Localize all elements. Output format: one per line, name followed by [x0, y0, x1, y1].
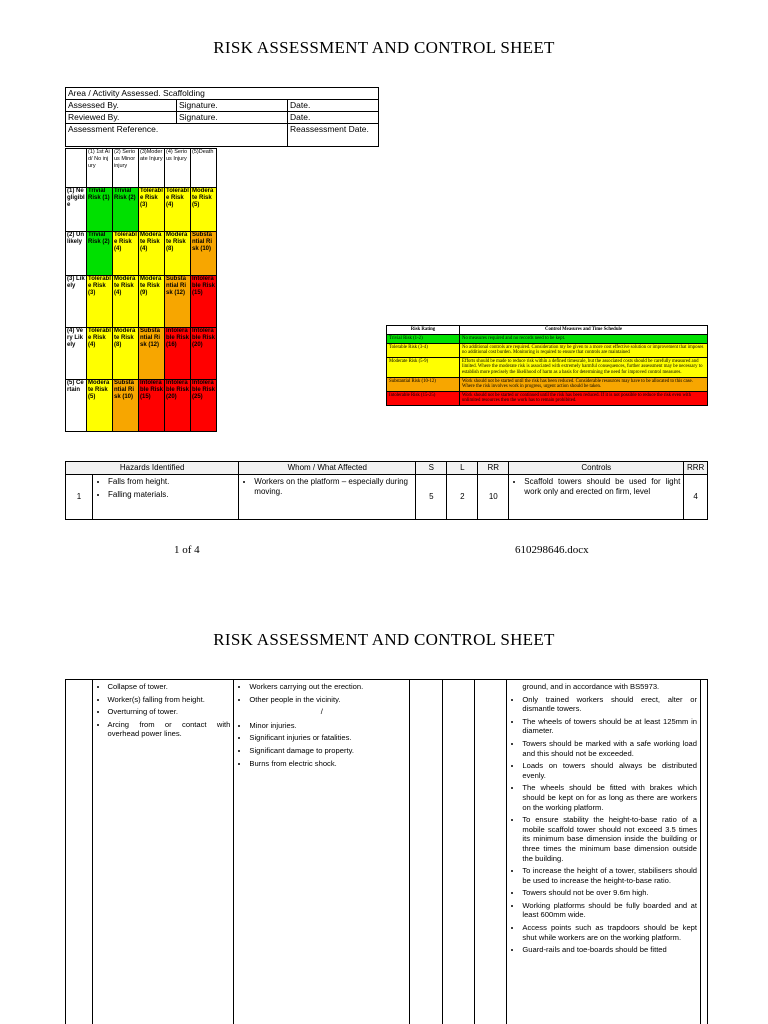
likelihood-value: 2 — [447, 475, 478, 520]
matrix-cell: Tolerable Risk (3) — [87, 276, 113, 328]
list-item: • Overturning of tower. — [108, 707, 231, 717]
matrix-cell: Trivial Risk (2) — [87, 232, 113, 276]
matrix-cell: Intolerable Risk (15) — [191, 276, 217, 328]
controls-continued-text: ground, and in accordance with BS5973. — [522, 682, 660, 691]
matrix-cell: Tolerable Risk (3) — [139, 188, 165, 232]
list-item: • Access points such as trapdoors should be kept shut while workers are on the working platform. — [522, 923, 697, 942]
likelihood-label: (1) Negligible — [66, 188, 87, 232]
severity-header: (4) Serious Injury — [165, 149, 191, 188]
assessment-reference-field: Assessment Reference. — [66, 124, 288, 147]
table-row — [66, 680, 708, 1024]
matrix-cell: Substantial Risk (10) — [191, 232, 217, 276]
legend-row — [387, 335, 708, 344]
list-item: • Workers carrying out the erection. — [249, 682, 406, 692]
matrix-cell: Intolerable Risk (15) — [139, 380, 165, 432]
likelihood-label: (4) Very Likely — [66, 328, 87, 380]
risk-rating-header: RR — [478, 462, 509, 475]
matrix-cell: Intolerable Risk (20) — [165, 380, 191, 432]
severity-col-header: S — [416, 462, 447, 475]
list-item: • Only trained workers should erect, alter or dismantle towers. — [522, 695, 697, 714]
list-item: • Working platforms should be fully boarded and at least 600mm wide. — [522, 901, 697, 920]
legend-rating: Trivial Risk (1-2) — [387, 335, 460, 344]
matrix-cell: Substantial Risk (12) — [139, 328, 165, 380]
slash-mark: / — [320, 707, 323, 717]
reviewed-by-field: Reviewed By. — [66, 112, 177, 124]
legend-rating: Moderate Risk (5-9) — [387, 357, 460, 377]
list-item: • The wheels of towers should be at least 125mm in diameter. — [522, 717, 697, 736]
risk-rating-value: 10 — [478, 475, 509, 520]
matrix-cell: Moderate Risk (9) — [139, 276, 165, 328]
matrix-cell: Moderate Risk (8) — [165, 232, 191, 276]
matrix-cell: Tolerable Risk (4) — [87, 328, 113, 380]
list-item: • Workers on the platform – especially during moving. — [254, 477, 412, 497]
list-item: • Other people in the vicinity. — [249, 695, 406, 705]
list-item: • Significant damage to property. — [249, 746, 406, 756]
matrix-cell: Moderate Risk (4) — [113, 276, 139, 328]
reassessment-date-field: Reassessment Date. — [288, 124, 379, 147]
legend-header-controls: Control Measures and Time Schedule — [460, 326, 708, 335]
likelihood-label: (2) Unlikely — [66, 232, 87, 276]
residual-risk-header: RRR — [684, 462, 708, 475]
matrix-cell: Moderate Risk (5) — [191, 188, 217, 232]
list-item: • Guard-rails and toe-boards should be fitted — [522, 945, 697, 955]
list-item: • Collapse of tower. — [108, 682, 231, 692]
table-row — [66, 475, 708, 520]
page-title: RISK ASSESSMENT AND CONTROL SHEET — [213, 38, 555, 57]
legend-rating: Intolerable Risk (15-25) — [387, 391, 460, 405]
legend-text: Work should not be started until the risk has been reduced. Considerable resources may have to be allocated to this case. Where the risk involves work in progress, urgent action should be taken. — [460, 377, 708, 391]
matrix-cell: Trivial Risk (2) — [113, 188, 139, 232]
controls-cell — [509, 475, 684, 520]
residual-risk-value: 4 — [684, 475, 708, 520]
legend-text: Efforts should be made to reduce risk within a defined timescale, but the associated costs should be carefully measured and limited. Where the moderate risk is associated with extremely harmful consequences, further assessment may be necessary to establish more precisely the likelihood of harm as a basis for determining the need for improved control measures. — [460, 357, 708, 377]
hazards-table-continued — [65, 679, 708, 1024]
whom-cell — [239, 475, 416, 520]
likelihood-label: (3) Likely — [66, 276, 87, 328]
matrix-cell: Intolerable Risk (25) — [191, 380, 217, 432]
controls-cell — [507, 680, 701, 1024]
list-item: • Towers should not be over 9.6m high. — [522, 888, 697, 898]
legend-row — [387, 391, 708, 405]
legend-row — [387, 343, 708, 357]
matrix-cell: Trivial Risk (1) — [87, 188, 113, 232]
assessed-by-field: Assessed By. — [66, 100, 177, 112]
hazards-cell — [93, 475, 239, 520]
list-item: • The wheels should be fitted with brakes which should be kept on for as long as there are workers on the working platform. — [522, 783, 697, 812]
legend-text: No measures required and no records need to be kept. — [460, 335, 708, 344]
severity-value — [410, 680, 442, 1024]
page-title-2: RISK ASSESSMENT AND CONTROL SHEET — [213, 630, 555, 649]
likelihood-label: (5) Certain — [66, 380, 87, 432]
legend-text: No additional controls are required. Consideration my be given to a more cost effective solution or improvement that imposes no additional cost burden. Monitoring is required to ensure that controls are maintained — [460, 343, 708, 357]
severity-header: (1) 1st Aid/ No injury — [87, 149, 113, 188]
list-item: • To ensure stability the height-to-base ratio of a mobile scaffold tower should not exceed 3.5 times its minimum base dimension inside the building or three times the minimum base dimension outside the building. — [522, 815, 697, 863]
matrix-cell: Moderate Risk (8) — [113, 328, 139, 380]
matrix-cell: Intolerable Risk (20) — [191, 328, 217, 380]
signature-field: Signature. — [177, 100, 288, 112]
risk-rating-legend — [386, 325, 708, 406]
list-item: • Worker(s) falling from height. — [108, 695, 231, 705]
whom-cell — [234, 680, 410, 1024]
legend-rating: Substantial Risk (10-12) — [387, 377, 460, 391]
list-item: • Arcing from or contact with overhead power lines. — [108, 720, 231, 739]
list-item: • Falling materials. — [108, 490, 235, 500]
risk-rating-value — [475, 680, 507, 1024]
date-field: Date. — [288, 100, 379, 112]
list-item: • Burns from electric shock. — [249, 759, 406, 769]
severity-header: (2) Serious Minor injury — [113, 149, 139, 188]
hazards-cell — [92, 680, 234, 1024]
list-item: • Scaffold towers should be used for light work only and erected on firm, level — [524, 477, 680, 497]
date-field-2: Date. — [288, 112, 379, 124]
severity-value: 5 — [416, 475, 447, 520]
matrix-cell: Tolerable Risk (4) — [113, 232, 139, 276]
legend-row — [387, 357, 708, 377]
likelihood-col-header: L — [447, 462, 478, 475]
list-item: • Significant injuries or fatalities. — [249, 733, 406, 743]
hazards-table — [65, 461, 708, 520]
legend-header-rating: Risk Rating — [387, 326, 460, 335]
assessment-info-table — [65, 87, 379, 147]
severity-header: (5)Death — [191, 149, 217, 188]
risk-matrix — [65, 148, 217, 432]
legend-rating: Tolerable Risk (3-4) — [387, 343, 460, 357]
likelihood-value — [442, 680, 474, 1024]
list-item: • Loads on towers should always be distributed evenly. — [522, 761, 697, 780]
matrix-cell: Moderate Risk (5) — [87, 380, 113, 432]
hazards-header: Hazards Identified — [66, 462, 239, 475]
legend-row — [387, 377, 708, 391]
severity-header: (3)Moderate Injury — [139, 149, 165, 188]
matrix-corner — [66, 149, 87, 188]
matrix-cell: Substantial Risk (12) — [165, 276, 191, 328]
document-filename: 610298646.docx — [515, 544, 589, 556]
row-number: 1 — [66, 475, 93, 520]
controls-header: Controls — [509, 462, 684, 475]
list-item: • To increase the height of a tower, stabilisers should be used to increase the height-to-base ratio. — [522, 866, 697, 885]
list-item: • Falls from height. — [108, 477, 235, 487]
whom-header: Whom / What Affected — [239, 462, 416, 475]
signature-field-2: Signature. — [177, 112, 288, 124]
matrix-cell: Moderate Risk (4) — [139, 232, 165, 276]
legend-text: Work should not be started or continued until the risk has been reduced. If it is not possible to reduce the risk even with unlimited resources then the work has to remain prohibited. — [460, 391, 708, 405]
list-item: • Minor injuries. — [249, 721, 406, 731]
list-item: • Towers should be marked with a safe working load and this should not be exceeded. — [522, 739, 697, 758]
area-activity-field: Area / Activity Assessed. Scaffolding — [66, 88, 379, 100]
residual-risk-value — [701, 680, 708, 1024]
matrix-cell: Tolerable Risk (4) — [165, 188, 191, 232]
page-number: 1 of 4 — [174, 544, 200, 556]
row-number — [66, 680, 93, 1024]
matrix-cell: Intolerable Risk (16) — [165, 328, 191, 380]
matrix-cell: Substantial Risk (10) — [113, 380, 139, 432]
